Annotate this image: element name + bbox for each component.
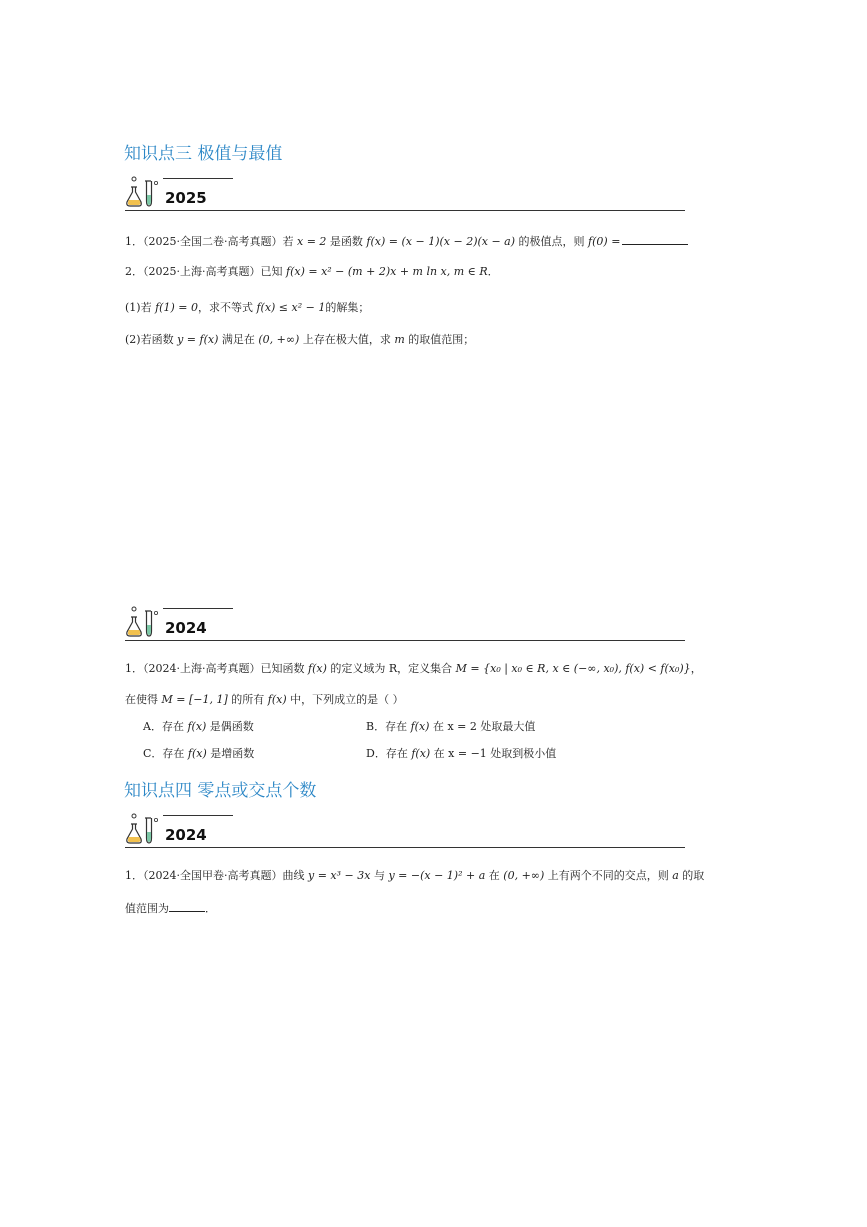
question-number: 1．: [125, 662, 143, 675]
math-expression: y = −(x − 1)² + a: [388, 869, 486, 882]
question-source: （2025·全国二卷·高考真题）: [143, 235, 283, 248]
question-2025-1: [125, 234, 688, 249]
question-source: （2024·上海·高考真题）: [143, 662, 261, 675]
question-text: 曲线: [282, 869, 308, 882]
math-expression: y = x³ − 3x: [308, 869, 371, 882]
year-badge-2024: [125, 812, 685, 848]
math-expression: f(1) = 0: [155, 301, 198, 314]
question-text: 的所有: [227, 693, 268, 706]
math-expression: f(x): [308, 662, 327, 675]
math-expression: f(x): [267, 693, 287, 706]
flask-icon: [125, 812, 161, 846]
question-source: （2025·上海·高考真题）: [143, 265, 261, 278]
question-text: 的取值范围；: [404, 333, 475, 346]
question-2025-2-part2: [125, 333, 474, 347]
question-2025-2-part1: [125, 301, 369, 315]
section-title-extrema: 知识点三 极值与最值: [124, 144, 283, 164]
part-label: (1)若: [125, 301, 156, 314]
question-2024-zeros-1-line2: [125, 901, 216, 916]
question-text: 已知函数: [260, 662, 308, 675]
question-text: 上存在极大值，求: [299, 333, 395, 346]
option-text: 是增函数: [206, 747, 255, 760]
math-expression: f(x) ≤ x² − 1: [256, 301, 326, 314]
question-source: （2024·全国甲卷·高考真题）: [143, 869, 283, 882]
option-text: 在 x = −1 处取到极小值: [430, 747, 557, 760]
part-label: (2)若函数: [125, 333, 178, 346]
question-text: 在使得: [125, 693, 162, 706]
question-number: 1．: [125, 869, 143, 882]
option-b[interactable]: [366, 720, 535, 734]
math-expression: (0, +∞): [503, 869, 545, 882]
flask-icon: [125, 605, 161, 639]
question-text: 满足在: [218, 333, 259, 346]
math-expression: x = 2: [297, 235, 327, 248]
option-label: D．存在: [366, 747, 412, 760]
answer-blank[interactable]: [622, 234, 688, 245]
question-text: ．: [205, 902, 216, 915]
option-c[interactable]: [143, 747, 254, 761]
option-text: 在 x = 2 处取最大值: [429, 720, 536, 733]
question-text: 若: [282, 235, 297, 248]
question-text: 的解集；: [325, 301, 370, 314]
question-text: 与: [370, 869, 389, 882]
math-expression: (0, +∞): [258, 333, 300, 346]
question-text: ，: [690, 662, 702, 675]
math-expression: f(x): [187, 747, 207, 760]
option-a[interactable]: [143, 720, 254, 734]
option-label: A．存在: [143, 720, 188, 733]
question-text: 上有两个不同的交点，则: [544, 869, 673, 882]
question-2024-1: [125, 662, 702, 676]
question-text: 的极值点，则: [515, 235, 589, 248]
year-label: 2024: [165, 619, 207, 637]
question-number: 2．: [125, 265, 143, 278]
option-label: B．存在: [366, 720, 411, 733]
math-expression: M = [−1, 1]: [161, 693, 228, 706]
question-2025-2: [125, 265, 499, 279]
question-text: 的定义域为 R，定义集合: [326, 662, 456, 675]
year-label: 2024: [165, 826, 207, 844]
year-badge-2024: [125, 605, 685, 641]
flask-icon: [125, 175, 161, 209]
answer-blank[interactable]: [169, 901, 205, 912]
math-expression: f(0) =: [588, 235, 621, 248]
math-expression: a: [672, 869, 679, 882]
question-text: ．: [487, 265, 499, 278]
question-text: 值范围为: [125, 902, 169, 915]
option-d[interactable]: [366, 747, 556, 761]
question-text: 中，下列成立的是（ ）: [286, 693, 404, 706]
question-text: 已知: [260, 265, 286, 278]
question-number: 1．: [125, 235, 143, 248]
math-expression: f(x) = (x − 1)(x − 2)(x − a): [366, 235, 516, 248]
section-title-zeros: 知识点四 零点或交点个数: [124, 781, 317, 801]
year-badge-2025: [125, 175, 685, 211]
question-2024-1-line2: [125, 693, 404, 707]
math-expression: y = f(x): [177, 333, 219, 346]
option-text: 是偶函数: [206, 720, 254, 733]
math-expression: f(x): [411, 747, 431, 760]
math-expression: m: [394, 333, 405, 346]
question-text: 的取: [678, 869, 705, 882]
question-text: ，求不等式: [197, 301, 257, 314]
question-2024-zeros-1: [125, 869, 704, 883]
year-label: 2025: [165, 189, 207, 207]
question-text: 是函数: [326, 235, 367, 248]
math-expression: M = {x₀ | x₀ ∈ R, x ∈ (−∞, x₀), f(x) < f(x₀)}: [455, 662, 691, 675]
question-text: 在: [485, 869, 504, 882]
math-expression: f(x): [410, 720, 430, 733]
math-expression: f(x): [187, 720, 207, 733]
math-expression: f(x) = x² − (m + 2)x + m ln x, m ∈ R: [286, 265, 488, 278]
option-label: C．存在: [143, 747, 188, 760]
